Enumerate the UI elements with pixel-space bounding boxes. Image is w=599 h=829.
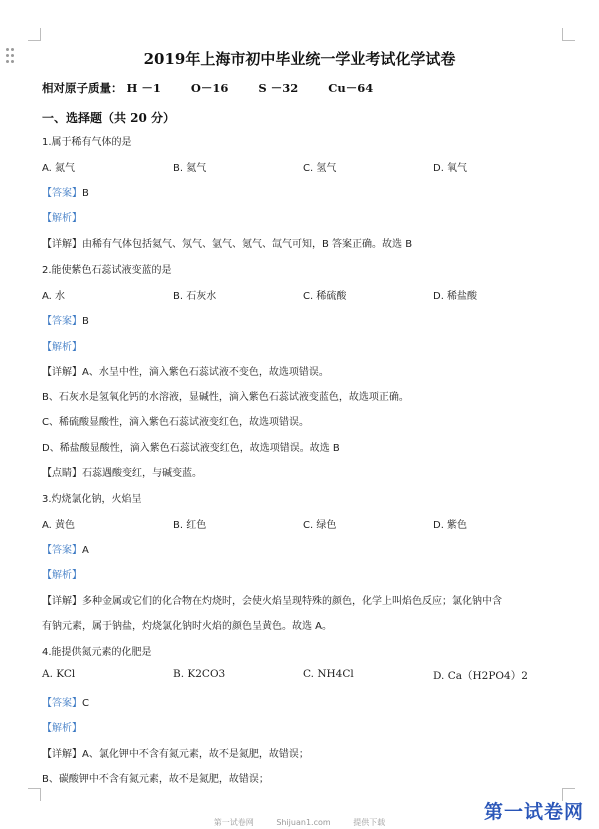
mass-cu: Cu－64 (328, 81, 374, 95)
detail-label: 【详解】 (42, 596, 82, 607)
brand-logo-text: 第一试卷网 (484, 801, 585, 823)
q2-option-a: A. 水 (42, 291, 66, 302)
answer-label: 【答案】 (42, 188, 82, 199)
answer-label: 【答案】 (42, 698, 82, 709)
question-4-stem: 4.能提供氮元素的化肥是 (42, 647, 152, 658)
q1-option-b: B. 氦气 (173, 163, 207, 174)
q2-option-b: B. 石灰水 (173, 291, 217, 302)
detail-label: 【详解】 (42, 367, 82, 378)
q1-option-a: A. 氮气 (42, 163, 76, 174)
q3-detail-2: 有钠元素，属于钠盐，灼烧氯化钠时火焰的颜色呈黄色。故选 A。 (42, 621, 333, 632)
answer-value: B (82, 316, 89, 327)
detail-label: 【详解】 (42, 239, 82, 250)
crop-mark-bottom-left (28, 788, 41, 801)
crop-mark-top-right (562, 28, 575, 41)
q1-option-c: C. 氢气 (303, 163, 337, 174)
detail-label: 【详解】 (42, 749, 82, 760)
question-3-stem: 3.灼烧氯化钠，火焰呈 (42, 494, 142, 505)
q4-option-b: B. K2CO3 (173, 668, 226, 680)
footer-right: 提供下载 (353, 818, 386, 827)
q4-option-a: A. KCl (42, 668, 76, 680)
q3-option-b: B. 红色 (173, 520, 207, 531)
atomic-mass-line (42, 80, 403, 96)
q3-option-d: D. 紫色 (433, 520, 468, 531)
q4-option-c: C. NH4Cl (303, 668, 354, 680)
tip-label: 【点睛】 (42, 468, 82, 479)
q1-analysis-label: 【解析】 (42, 213, 82, 224)
q1-detail (42, 235, 412, 250)
page-title: 2019年上海市初中毕业统一学业考试化学试卷 (143, 50, 456, 68)
detail-text: 多种金属或它们的化合物在灼烧时，会使火焰呈现特殊的颜色，化学上叫焰色反应；氯化钠中含 (82, 596, 502, 607)
q2-detail-a (42, 363, 329, 378)
answer-value: A (82, 545, 89, 556)
question-1-stem: 1.属于稀有气体的是 (42, 137, 132, 148)
question-2-stem: 2.能使紫色石蕊试液变蓝的是 (42, 265, 172, 276)
footer-middle: Shijuan1.com (276, 818, 331, 827)
q1-option-d: D. 氧气 (433, 163, 468, 174)
crop-mark-top-left (28, 28, 41, 41)
page-footer (0, 817, 599, 828)
q2-answer (42, 312, 89, 327)
q3-option-a: A. 黄色 (42, 520, 76, 531)
atomic-mass-label: 相对原子质量： (42, 81, 123, 95)
detail-text: 由稀有气体包括氦气、氖气、氩气、氪气、氙气可知，B 答案正确。故选 B (82, 239, 413, 250)
q3-analysis-label: 【解析】 (42, 570, 82, 581)
q3-option-c: C. 绿色 (303, 520, 337, 531)
answer-value: C (82, 698, 89, 709)
mass-o: O－16 (190, 81, 229, 95)
q4-analysis-label: 【解析】 (42, 723, 82, 734)
answer-label: 【答案】 (42, 545, 82, 556)
detail-text: A、氯化钾中不含有氮元素，故不是氮肥，故错误； (82, 749, 309, 760)
q2-option-d: D. 稀盐酸 (433, 291, 478, 302)
q4-detail-a (42, 745, 309, 760)
q4-answer (42, 694, 89, 709)
q3-answer (42, 541, 89, 556)
q3-detail-1 (42, 592, 502, 607)
q4-detail-b: B、碳酸钾中不含有氮元素，故不是氮肥，故错误； (42, 774, 269, 785)
q2-detail-d: D、稀盐酸显酸性，滴入紫色石蕊试液变红色，故选项错误。故选 B (42, 443, 340, 454)
q2-detail-b: B、石灰水是氢氧化钙的水溶液，显碱性，滴入紫色石蕊试液变蓝色，故选项正确。 (42, 392, 409, 403)
answer-label: 【答案】 (42, 316, 82, 327)
tip-text: 石蕊遇酸变红，与碱变蓝。 (82, 468, 202, 479)
section-title: 一、选择题（共 20 分） (42, 111, 176, 125)
q2-analysis-label: 【解析】 (42, 342, 82, 353)
mass-h: H －1 (126, 81, 161, 95)
q2-tip (42, 464, 202, 479)
mass-s: S －32 (258, 81, 299, 95)
q4-option-d: D. Ca（H2PO4）2 (433, 670, 528, 682)
answer-value: B (82, 188, 89, 199)
detail-text: A、水呈中性，滴入紫色石蕊试液不变色，故选项错误。 (82, 367, 329, 378)
q2-detail-c: C、稀硫酸显酸性，滴入紫色石蕊试液变红色，故选项错误。 (42, 417, 309, 428)
q2-option-c: C. 稀硫酸 (303, 291, 347, 302)
footer-left: 第一试卷网 (213, 818, 254, 827)
q1-answer (42, 184, 89, 199)
